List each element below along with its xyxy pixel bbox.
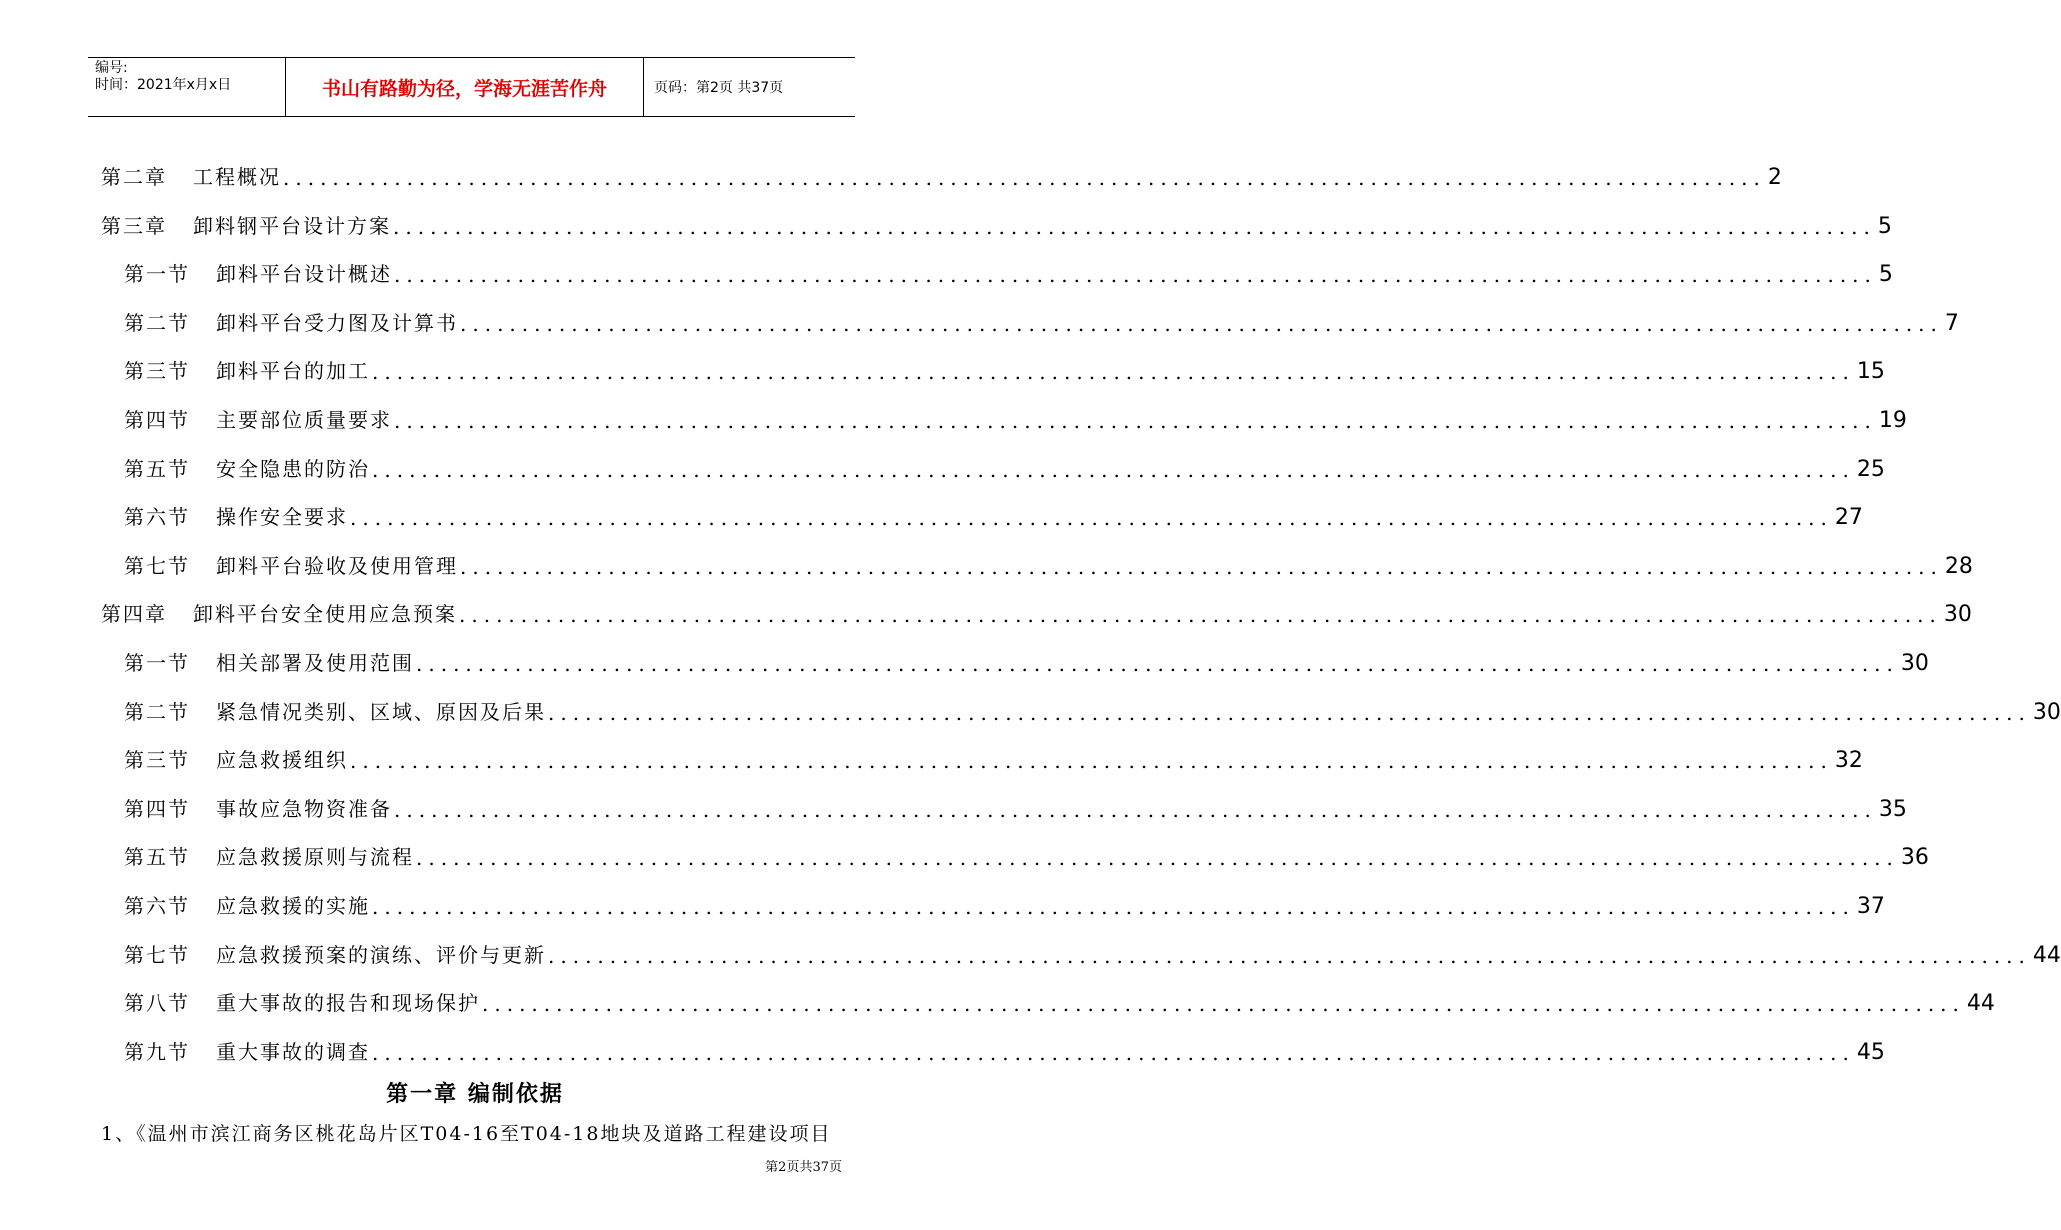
toc-entry-label [124,744,348,773]
toc-entry-page: 44 [2032,942,2061,968]
toc-entry-label [124,355,370,384]
toc-entry-prefix: 第八节 [124,991,190,1016]
toc-entry-title: 安全隐患的防治 [216,456,370,481]
toc-leader-dots: ........................................................................................................................ [548,943,2031,968]
toc-leader-dots: ........................................................................................................................ [416,846,1899,871]
toc-entry-label [124,550,458,579]
page-footer: 第2页共37页 [765,1160,842,1175]
toc-entry-title: 重大事故的调查 [216,1039,370,1064]
toc-leader-dots: ........................................................................................................................ [394,409,1877,433]
toc-leader-dots: ........................................................................................................................ [548,700,2031,725]
toc-entry[interactable] [124,490,1863,531]
toc-entry-title: 应急救援的实施 [216,894,370,918]
toc-entry-page: 5 [1877,213,1892,239]
toc-leader-dots: ........................................................................................................................ [350,506,1833,531]
toc-entry-label [124,453,370,482]
toc-entry-label [124,647,414,676]
toc-entry-prefix: 第七节 [124,942,190,967]
toc-leader-dots: ........................................................................................................................ [394,797,1877,822]
toc-entry[interactable] [124,344,1885,385]
header-time-label: 时间：2021年x月x日 [95,77,232,93]
toc-entry-label [124,404,392,433]
toc-entry[interactable] [124,928,2061,968]
toc-entry-prefix: 第二节 [124,699,190,724]
toc-entry[interactable] [124,733,1863,774]
toc-entry-prefix: 第四节 [124,408,190,432]
toc-entry-prefix: 第三节 [124,359,190,384]
toc-entry-label [101,598,457,627]
toc-leader-dots: ........................................................................................................................ [482,992,1965,1017]
toc-entry-prefix: 第一节 [124,262,190,287]
toc-leader-dots: ........................................................................................................................ [372,360,1855,385]
toc-entry-page: 37 [1856,894,1885,919]
toc-entry[interactable] [124,296,1959,336]
toc-entry-prefix: 第五节 [124,456,190,481]
toc-entry[interactable] [124,782,1907,822]
toc-entry-title: 操作安全要求 [216,505,348,530]
toc-entry[interactable] [124,636,1929,676]
toc-entry-page: 35 [1878,796,1907,822]
toc-entry[interactable] [124,830,1929,871]
toc-entry-label [124,501,348,530]
page-header [88,57,855,117]
toc-entry-page: 15 [1856,359,1885,385]
header-page-info: 页码：第2页 共37页 [654,80,784,96]
toc-entry-title: 应急救援预案的演练、评价与更新 [216,942,546,967]
toc-entry-label [124,307,458,336]
toc-entry-prefix: 第三章 [101,213,167,238]
toc-entry-page: 25 [1856,456,1885,482]
toc-entry[interactable] [124,539,1973,579]
toc-leader-dots: ........................................................................................................................ [372,457,1855,482]
toc-entry-label [124,1036,370,1065]
toc-entry-title: 工程概况 [193,165,281,189]
toc-entry-prefix: 第二节 [124,310,190,335]
toc-leader-dots: ........................................................................................................................ [416,652,1899,676]
toc-entry-title: 卸料平台受力图及计算书 [216,310,458,335]
toc-leader-dots: ........................................................................................................................ [460,311,1943,336]
toc-entry-page: 36 [1900,845,1929,871]
toc-entry[interactable] [124,685,2061,725]
toc-entry-prefix: 第七节 [124,553,190,578]
toc-entry-label [101,161,281,190]
toc-entry-page: 7 [1944,310,1959,336]
toc-leader-dots: ........................................................................................................................ [283,166,1766,190]
toc-entry[interactable] [101,150,1782,190]
toc-entry-title: 紧急情况类别、区域、原因及后果 [216,699,546,724]
toc-entry-title: 卸料平台验收及使用管理 [216,553,458,578]
toc-entry[interactable] [124,879,1885,919]
toc-entry-prefix: 第六节 [124,894,190,918]
toc-entry-page: 2 [1767,165,1782,190]
toc-entry-title: 卸料平台的加工 [216,359,370,384]
toc-entry-prefix: 第四章 [101,602,167,627]
toc-entry-prefix: 第六节 [124,505,190,530]
toc-leader-dots: ........................................................................................................................ [459,603,1942,628]
toc-entry-page: 30 [1900,651,1929,676]
toc-entry[interactable] [101,199,1892,239]
toc-entry-title: 应急救援组织 [216,748,348,773]
toc-entry-page: 44 [1966,991,1995,1017]
toc-entry-prefix: 第二章 [101,165,167,189]
toc-entry-page: 30 [2032,699,2061,725]
toc-leader-dots: ........................................................................................................................ [394,263,1877,288]
toc-entry[interactable] [124,976,1995,1017]
toc-entry[interactable] [124,247,1893,288]
toc-leader-dots: ........................................................................................................................ [372,895,1855,919]
toc-entry-title: 卸料钢平台设计方案 [193,213,391,238]
toc-leader-dots: ........................................................................................................................ [350,749,1833,774]
toc-entry[interactable] [124,393,1907,433]
toc-entry-page: 32 [1834,748,1863,774]
toc-entry-prefix: 第四节 [124,796,190,821]
toc-leader-dots: ........................................................................................................................ [372,1040,1855,1065]
toc-entry-label [124,793,392,822]
toc-leader-dots: ........................................................................................................................ [393,214,1876,239]
chapter-heading: 第一章 编制依据 [386,1082,564,1107]
header-divider [643,58,644,116]
toc-leader-dots: ........................................................................................................................ [460,554,1943,579]
toc-entry-label [124,987,480,1016]
body-text: 1、《温州市滨江商务区桃花岛片区T04-16至T04-18地块及道路工程建设项目 [101,1123,832,1145]
toc-entry-page: 30 [1943,602,1972,628]
toc-entry-page: 27 [1834,505,1863,531]
toc-entry-page: 5 [1878,262,1893,288]
toc-entry-title: 重大事故的报告和现场保护 [216,991,480,1016]
toc-entry-label [124,841,414,870]
toc-entry[interactable] [124,1025,1885,1065]
header-motto: 书山有路勤为径，学海无涯苦作舟 [321,77,607,100]
toc-entry[interactable] [124,442,1885,482]
toc-entry-prefix: 第一节 [124,651,190,675]
toc-entry-title: 事故应急物资准备 [216,796,392,821]
header-number-label: 编号: [95,60,128,76]
toc-entry-label [101,210,391,239]
toc-entry-page: 28 [1944,553,1973,579]
toc-entry-title: 主要部位质量要求 [216,408,392,432]
toc-entry-title: 卸料平台设计概述 [216,262,392,287]
toc-entry-prefix: 第九节 [124,1039,190,1064]
toc-entry-page: 19 [1878,408,1907,433]
toc-entry-label [124,890,370,919]
toc-entry-label [124,939,546,968]
toc-entry[interactable] [101,587,1972,628]
toc-entry-page: 45 [1856,1039,1885,1065]
toc-entry-label [124,258,392,287]
toc-entry-prefix: 第五节 [124,845,190,870]
header-meta [95,58,285,116]
toc-entry-label [124,696,546,725]
toc-entry-title: 相关部署及使用范围 [216,651,414,675]
toc-entry-prefix: 第三节 [124,748,190,773]
toc-entry-title: 卸料平台安全使用应急预案 [193,602,457,627]
toc-entry-title: 应急救援原则与流程 [216,845,414,870]
